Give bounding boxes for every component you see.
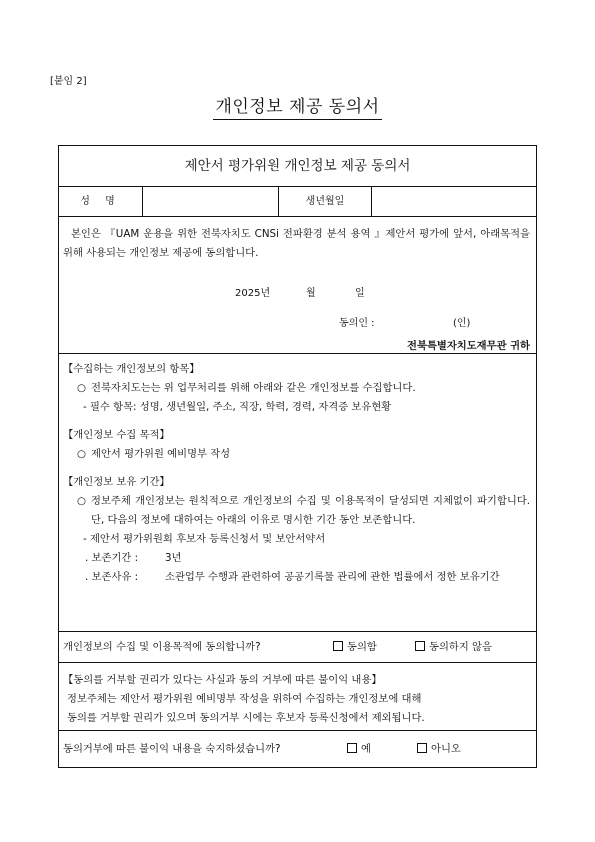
no-option[interactable]	[417, 731, 461, 767]
period-heading: 【개인정보 보유 기간】	[63, 476, 170, 488]
period-docs: - 제안서 평가위원회 후보자 등록신청서 및 보안서약서	[83, 533, 326, 545]
date-month: 월	[306, 288, 316, 299]
period-bullet-text: 정보주체 개인정보는 원칙적으로 개인정보의 수집 및 이용목적이 달성되면 지체없이 파기합니다. 단, 다음의 정보에 대하여는 아래의 이유로 명시한 기간 동안 보존합니다.	[91, 495, 530, 526]
retention-label: . 보존기간 :	[85, 552, 139, 564]
disagree-checkbox[interactable]	[415, 641, 425, 651]
date-year: 2025년	[235, 288, 271, 299]
retention-period	[63, 549, 530, 568]
circle-bullet-icon: ○	[77, 448, 86, 460]
seal-label: (인)	[453, 318, 471, 329]
items-bullet-text: 전북자치도는는 위 업무처리를 위해 아래와 같은 개인정보를 수집합니다.	[91, 382, 416, 394]
form-title: 제안서 평가위원 개인정보 제공 동의서	[59, 146, 536, 187]
recipient: 전북특별자치도재무관 귀하	[407, 340, 530, 352]
document-title	[0, 92, 595, 117]
disagree-option[interactable]	[415, 632, 492, 663]
reason-value: 소관업무 수행과 관련하여 공공기록물 관리에 관한 법률에서 정한 보유기간	[165, 571, 500, 583]
consent-statement-block	[59, 217, 536, 354]
date-day: 일	[355, 288, 365, 299]
agree-option-label: 동의함	[347, 641, 377, 653]
consent-statement	[63, 225, 530, 263]
refusal-heading: 【동의를 거부할 권리가 있다는 사실과 동의 거부에 따른 불이익 내용】	[63, 674, 382, 686]
items-bullet	[63, 379, 530, 398]
acknowledge-question-row	[59, 731, 536, 767]
birth-label: 생년월일	[279, 187, 372, 216]
acknowledge-question: 동의거부에 따른 불이익 내용을 숙지하셨습니까?	[63, 743, 281, 755]
consent-question: 개인정보의 수집 및 이용목적에 동의합니까?	[63, 641, 261, 653]
disagree-option-label: 동의하지 않음	[429, 641, 492, 653]
attachment-label: [붙임 2]	[50, 76, 87, 87]
refusal-line-1: 정보주체는 제안서 평가위원 예비명부 작성을 위하여 수집하는 개인정보에 대해	[67, 693, 422, 705]
consent-statement-text: 본인은 『UAM 운용을 위한 전북자치도 CNSi 전파환경 분석 용역 』제안서 평가에 앞서, 아래목적을 위해 사용되는 개인정보 제공에 동의합니다.	[63, 228, 530, 259]
retention-reason	[63, 568, 530, 587]
no-option-label: 아니오	[431, 743, 461, 755]
reason-label: . 보존사유 :	[85, 571, 139, 583]
no-checkbox[interactable]	[417, 743, 427, 753]
agree-option[interactable]	[333, 632, 377, 663]
items-heading: 【수집하는 개인정보의 항목】	[63, 363, 200, 375]
name-label: 성 명	[59, 187, 143, 216]
refusal-block	[59, 663, 536, 731]
consent-form	[58, 145, 537, 768]
consent-question-row	[59, 632, 536, 663]
refusal-line-2: 동의를 거부할 권리가 있으며 동의거부 시에는 후보자 등록신청에서 제외됩니다.	[67, 712, 425, 724]
agree-checkbox[interactable]	[333, 641, 343, 651]
agreer-label: 동의인 :	[339, 318, 375, 329]
date-line	[59, 284, 536, 300]
purpose-heading: 【개인정보 수집 목적】	[63, 429, 170, 441]
purpose-bullet-text: 제안서 평가위원 예비명부 작성	[91, 448, 231, 460]
birth-field[interactable]	[372, 187, 536, 216]
yes-checkbox[interactable]	[347, 743, 357, 753]
yes-option[interactable]	[347, 731, 371, 767]
identity-row	[59, 187, 536, 217]
yes-option-label: 예	[361, 743, 371, 755]
period-bullet	[63, 492, 530, 530]
circle-bullet-icon: ○	[77, 382, 86, 394]
items-required: - 필수 항목: 성명, 생년월일, 주소, 직장, 학력, 경력, 자격증 보유현황	[83, 401, 392, 413]
retention-value: 3년	[165, 552, 182, 564]
name-field[interactable]	[143, 187, 279, 216]
purpose-bullet	[63, 445, 530, 464]
document-title-text: 개인정보 제공 동의서	[213, 97, 381, 120]
info-block	[59, 354, 536, 632]
circle-bullet-icon: ○	[77, 495, 86, 507]
